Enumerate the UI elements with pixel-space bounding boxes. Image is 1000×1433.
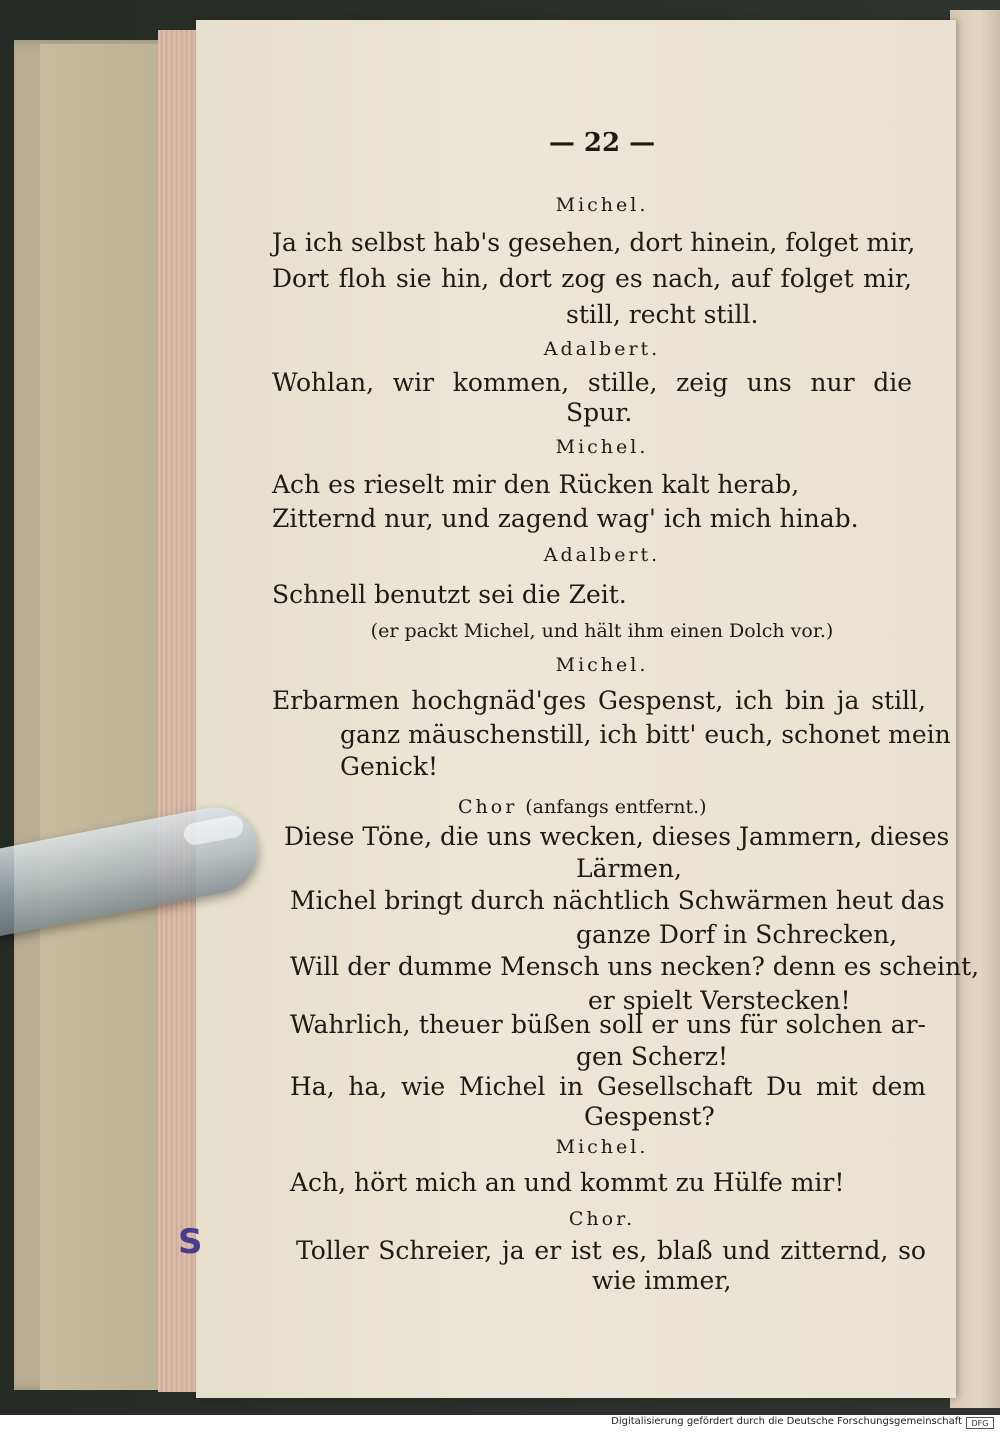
- text-line: Lärmen,: [576, 854, 683, 883]
- text-line: wie immer,: [592, 1266, 732, 1295]
- footer-credit: Digitalisierung gefördert durch die Deutsche Forschungsgemeinschaft: [611, 1416, 962, 1427]
- text-line: ganze Dorf in Schrecken,: [576, 920, 898, 949]
- text-line: Gespenst?: [584, 1102, 715, 1131]
- text-line: Ach, hört mich an und kommt zu Hülfe mir!: [290, 1168, 845, 1197]
- text-line: Spur.: [566, 398, 633, 427]
- text-line: Will der dumme Mensch uns necken? denn es scheint,: [290, 952, 980, 981]
- text-line: Ja ich selbst hab's gesehen, dort hinein, folget mir,: [272, 228, 916, 257]
- stage-direction: (er packt Michel, und hält ihm einen Dolch vor.): [370, 620, 834, 642]
- text-line: Erbarmen hochgnäd'ges Gespenst, ich bin ja still,: [272, 686, 926, 715]
- library-stamp-mark: S: [178, 1222, 203, 1262]
- stage-direction: (anfangs entfernt.): [525, 796, 707, 818]
- text-line: Genick!: [340, 752, 439, 781]
- text-line: Toller Schreier, ja er ist es, blaß und zitternd, so: [296, 1236, 926, 1265]
- text-line: Diese Töne, die uns wecken, dieses Jammern, dieses: [284, 822, 950, 851]
- text-line: ganz mäuschenstill, ich bitt' euch, schonet mein: [340, 720, 951, 749]
- text-line: er spielt Versteckеn!: [588, 986, 851, 1015]
- speaker-label: Michel.: [555, 194, 649, 216]
- speaker-label: Adalbert.: [543, 338, 661, 360]
- speaker-label: Michel.: [555, 436, 649, 458]
- speaker-label: Adalbert.: [543, 544, 661, 566]
- text-line: Schnell benutzt sei die Zeit.: [272, 580, 627, 609]
- text-line: Michel bringt durch nächtlich Schwärmen heut das: [290, 886, 945, 915]
- text-line: Ach es rieselt mir den Rücken kalt herab,: [272, 470, 800, 499]
- text-line: Wohlan, wir kommen, stille, zeig uns nur die: [272, 368, 912, 397]
- text-line: gen Scherz!: [576, 1042, 729, 1071]
- speaker-label: Michel.: [555, 1136, 649, 1158]
- speaker-label: Chor.: [568, 1208, 636, 1230]
- text-line: Dort floh sie hin, dort zog es nach, auf folget mir,: [272, 264, 912, 293]
- text-line: Zitternd nur, und zagend wag' ich mich hinab.: [272, 504, 859, 533]
- page-number: — 22 —: [548, 128, 656, 158]
- speaker-label: Chor: [458, 796, 518, 818]
- dfg-logo-icon: DFG: [966, 1417, 994, 1429]
- text-line: Wahrlich, theuer büßen soll er uns für solchen ar-: [290, 1010, 926, 1039]
- text-line: still, recht still.: [566, 300, 759, 329]
- speaker-label: Michel.: [555, 654, 649, 676]
- speaker-with-direction: [458, 790, 707, 819]
- text-line: Ha, ha, wie Michel in Gesellschaft Du mit dem: [290, 1072, 926, 1101]
